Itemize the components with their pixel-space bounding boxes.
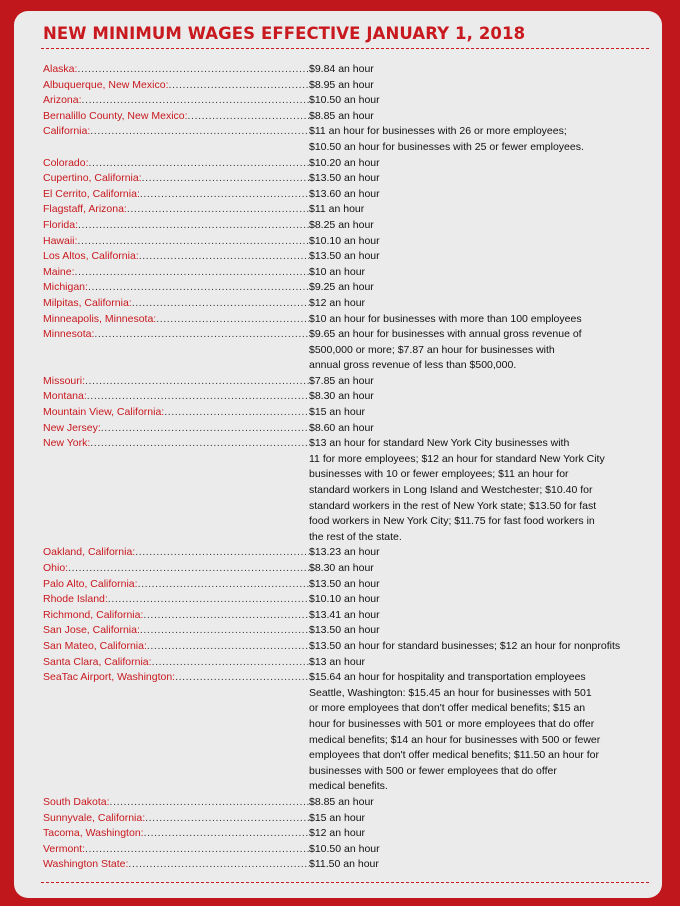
wage-value: $9.25 an hour (309, 281, 374, 294)
place-cell (43, 124, 309, 155)
wage-row (14, 608, 662, 624)
place-name: New Jersey: (43, 421, 101, 434)
dot-leader (138, 577, 309, 593)
place-name: Rhode Island: (43, 593, 108, 606)
wage-value: $12 an hour (309, 296, 366, 309)
wage-value: $10.50 an hour (309, 842, 380, 855)
wage-row (14, 327, 662, 374)
place-cell (43, 62, 309, 78)
place-cell (43, 234, 309, 250)
place-name: South Dakota: (43, 795, 110, 808)
wage-value: $9.65 an hour for businesses with annual gross revenue of $500,000 or more; $7.87 an hour for businesses with annual gross revenue of less than $500,000. (309, 328, 582, 372)
wage-value: $8.60 an hour (309, 421, 374, 434)
wage-value: $13 an hour (309, 655, 366, 668)
place-cell (43, 577, 309, 593)
place-cell (43, 561, 309, 577)
wage-row (14, 623, 662, 639)
place-name: Palo Alto, California: (43, 577, 138, 590)
place-cell (43, 187, 309, 203)
place-cell (43, 109, 309, 125)
dot-leader (89, 156, 309, 172)
place-name: Oakland, California: (43, 546, 136, 559)
dot-leader (142, 171, 309, 187)
place-name: El Cerrito, California: (43, 187, 140, 200)
wage-value: $13.50 an hour (309, 577, 380, 590)
place-name: SeaTac Airport, Washington: (43, 671, 176, 684)
place-name: Richmond, California: (43, 608, 144, 621)
top-divider (41, 48, 649, 49)
place-name: Cupertino, California: (43, 172, 142, 185)
dot-leader (168, 78, 309, 94)
wage-row (14, 202, 662, 218)
place-cell (43, 826, 309, 842)
dot-leader (156, 312, 309, 328)
place-cell (43, 78, 309, 94)
place-cell (43, 405, 309, 421)
wage-row (14, 171, 662, 187)
wage-value: $13 an hour for standard New York City businesses with 11 for more employees; $12 an hour for standard New York City businesses with 10 or fewer employees; $11 an hour for standard workers in Long Island and Westchester; $10.40 for standard workers in the rest of New York state; $13.50 for fast food workers in New York City; $11.75 for fast food workers in the rest of the state. (309, 437, 605, 543)
wage-value: $8.95 an hour (309, 78, 374, 91)
place-name: Alaska: (43, 63, 78, 75)
bottom-divider (41, 882, 649, 883)
dot-leader (164, 405, 309, 421)
place-name: Los Altos, California: (43, 250, 139, 263)
wage-row (14, 374, 662, 390)
place-name: Mountain View, California: (43, 406, 165, 419)
place-name: Santa Clara, California: (43, 655, 152, 668)
wage-value: $13.50 an hour (309, 172, 380, 185)
wage-value: $7.85 an hour (309, 374, 374, 387)
place-name: Albuquerque, New Mexico: (43, 78, 169, 91)
wage-value: $15 an hour (309, 406, 366, 419)
dot-leader (140, 623, 309, 639)
wage-value: $10.50 an hour (309, 94, 380, 107)
wage-value: $13.23 an hour (309, 546, 380, 559)
place-name: Sunnyvale, California: (43, 811, 146, 824)
place-cell (43, 296, 309, 312)
place-name: Missouri: (43, 374, 86, 387)
wage-card (14, 11, 662, 898)
place-cell (43, 436, 309, 545)
wage-row (14, 249, 662, 265)
wage-row (14, 78, 662, 94)
dot-leader (75, 265, 309, 281)
wage-row (14, 592, 662, 608)
wage-row (14, 670, 662, 795)
place-name: San Mateo, California: (43, 639, 147, 652)
wage-value: $10.20 an hour (309, 156, 380, 169)
dot-leader (145, 811, 309, 827)
place-name: Montana: (43, 390, 87, 403)
wage-value: $8.30 an hour (309, 562, 374, 574)
wage-row (14, 857, 662, 873)
place-cell (43, 171, 309, 187)
place-name: Milpitas, California: (43, 296, 132, 309)
place-cell (43, 545, 309, 561)
place-name: Tacoma, Washington: (43, 827, 144, 840)
wage-value: $11.50 an hour (309, 858, 379, 871)
wage-list (14, 62, 662, 873)
wage-value: $11 an hour for businesses with 26 or more employees; $10.50 an hour for businesses with 25 or fewer employees. (309, 125, 584, 153)
dot-leader (110, 795, 309, 811)
place-name: Vermont: (43, 842, 86, 855)
wage-value: $13.60 an hour (309, 187, 380, 200)
place-cell (43, 623, 309, 639)
dot-leader (108, 592, 309, 608)
wage-row (14, 811, 662, 827)
wage-value: $15.64 an hour for hospitality and transportation employees Seattle, Washington: $15.45 an hour for businesses with 501 or more employees that don't offer medical benefits; $15 an hour for businesses with 501 or more employees that do offer medical benefits; $14 an hour for businesses with 500 or fewer employees that don't offer medical benefits; $11.50 an hour for businesses with 500 or fewer employees that do offer medical benefits. (309, 671, 601, 793)
dot-leader (127, 202, 309, 218)
wage-value: $10 an hour for businesses with more than 100 employees (309, 312, 582, 325)
wage-value: $10.10 an hour (309, 593, 380, 606)
wage-row (14, 156, 662, 172)
place-name: Minnesota: (43, 328, 95, 341)
place-cell (43, 156, 309, 172)
wage-value: $10.10 an hour (309, 234, 380, 247)
dot-leader (94, 327, 309, 374)
place-cell (43, 389, 309, 405)
dot-leader (90, 124, 309, 155)
dot-leader (144, 826, 309, 842)
wage-row (14, 405, 662, 421)
place-cell (43, 312, 309, 328)
dot-leader (82, 93, 309, 109)
place-cell (43, 249, 309, 265)
wage-row (14, 296, 662, 312)
wage-row (14, 218, 662, 234)
dot-leader (78, 218, 309, 234)
dot-leader (87, 389, 309, 405)
wage-row (14, 655, 662, 671)
dot-leader (135, 545, 309, 561)
wage-value: $10 an hour (309, 265, 366, 278)
place-name: Flagstaff, Arizona: (43, 203, 127, 216)
dot-leader (88, 280, 309, 296)
wage-value: $13.50 an hour (309, 624, 380, 637)
wage-row (14, 109, 662, 125)
place-name: Michigan: (43, 281, 88, 294)
place-name: Ohio: (43, 562, 69, 574)
wage-value: $13.41 an hour (309, 608, 380, 621)
place-cell (43, 639, 309, 655)
dot-leader (77, 62, 309, 78)
wage-row (14, 280, 662, 296)
wage-row (14, 265, 662, 281)
place-name: Bernalillo County, New Mexico: (43, 109, 188, 122)
wage-value: $8.85 an hour (309, 109, 374, 122)
place-cell (43, 421, 309, 437)
wage-value: $13.50 an hour (309, 250, 380, 263)
wage-value: $12 an hour (309, 827, 366, 840)
dot-leader (188, 109, 309, 125)
dot-leader (140, 187, 309, 203)
wage-value: $8.30 an hour (309, 390, 374, 403)
place-name: Washington State: (43, 858, 129, 871)
place-cell (43, 280, 309, 296)
place-name: Maine: (43, 265, 75, 278)
place-name: Arizona: (43, 94, 82, 107)
place-cell (43, 857, 309, 873)
wage-row (14, 234, 662, 250)
place-cell (43, 670, 309, 795)
dot-leader (85, 842, 309, 858)
place-cell (43, 608, 309, 624)
place-name: California: (43, 125, 91, 138)
wage-row (14, 545, 662, 561)
wage-row (14, 826, 662, 842)
place-name: Minneapolis, Minnesota: (43, 312, 157, 325)
wage-row (14, 639, 662, 655)
wage-value: $15 an hour (309, 811, 366, 824)
dot-leader (147, 639, 309, 655)
dot-leader (90, 436, 309, 545)
dot-leader (175, 670, 309, 795)
place-cell (43, 795, 309, 811)
dot-leader (143, 608, 309, 624)
place-cell (43, 811, 309, 827)
wage-value: $9.84 an hour (309, 63, 374, 75)
dot-leader (101, 421, 309, 437)
wage-row (14, 842, 662, 858)
wage-value: $13.50 an hour for standard businesses; $12 an hour for nonprofits (309, 639, 621, 652)
place-cell (43, 265, 309, 281)
place-cell (43, 218, 309, 234)
dot-leader (77, 234, 309, 250)
wage-value: $11 an hour (309, 203, 365, 216)
place-cell (43, 655, 309, 671)
dot-leader (139, 249, 309, 265)
wage-row (14, 124, 662, 155)
dot-leader (132, 296, 309, 312)
place-name: Florida: (43, 218, 79, 231)
dot-leader (85, 374, 309, 390)
wage-row (14, 436, 662, 545)
place-name: Colorado: (43, 156, 89, 169)
place-name: Hawaii: (43, 234, 78, 247)
place-cell (43, 202, 309, 218)
wage-row (14, 62, 662, 78)
wage-row (14, 93, 662, 109)
wage-row (14, 795, 662, 811)
place-cell (43, 374, 309, 390)
place-cell (43, 327, 309, 374)
wage-row (14, 389, 662, 405)
page-title: NEW MINIMUM WAGES EFFECTIVE JANUARY 1, 2018 (43, 24, 526, 43)
place-name: New York: (43, 437, 91, 450)
wage-value: $8.85 an hour (309, 795, 374, 808)
place-cell (43, 592, 309, 608)
place-name: San Jose, California: (43, 624, 140, 637)
place-cell (43, 93, 309, 109)
wage-row (14, 421, 662, 437)
wage-row (14, 561, 662, 577)
wage-value: $8.25 an hour (309, 218, 374, 231)
wage-row (14, 312, 662, 328)
dot-leader (68, 561, 309, 577)
dot-leader (152, 655, 309, 671)
wage-row (14, 187, 662, 203)
wage-row (14, 577, 662, 593)
dot-leader (128, 857, 309, 873)
place-cell (43, 842, 309, 858)
